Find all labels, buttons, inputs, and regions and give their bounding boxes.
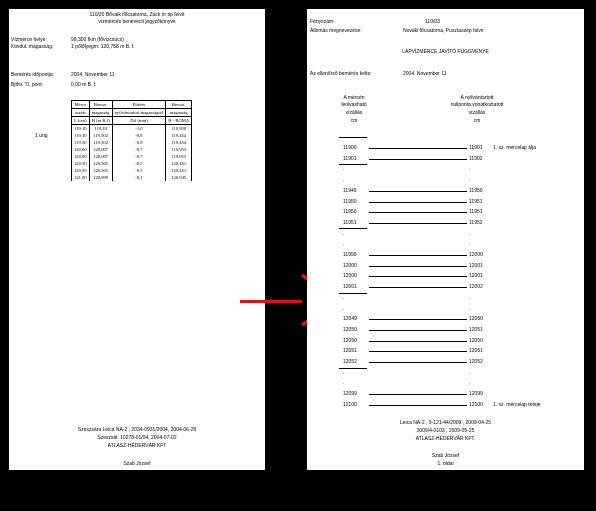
left-footer-line1: Szeszsára Leica NA-2 , 2034-0931/2004, 2004-06-28 (77, 427, 197, 433)
table-cell: -0,8 (112, 139, 166, 146)
table-row (72, 153, 192, 160)
right-footer-line2: 2009/4-0103 , 2009-05-25 (416, 428, 475, 434)
table-cell: 120,451 (166, 167, 192, 174)
table-cell: -1,0 (112, 125, 166, 133)
pair-left-value: 12050 (343, 337, 357, 344)
pair-connector-line (369, 287, 467, 288)
table-row (72, 139, 192, 146)
pair-note: 1. sz. mércelap teteje (493, 401, 541, 408)
pair-connector-line (369, 351, 467, 352)
pair-left-value: 12050 (343, 326, 357, 333)
table-cell: 119,50 (72, 139, 90, 146)
col-right-header-3: vízállás (468, 110, 486, 116)
separator-line (339, 137, 367, 138)
table-header-cell: Beoszt. (89, 101, 112, 109)
table-header-cell: Beoszt. (166, 101, 192, 109)
group-separator-line (339, 368, 367, 369)
allomas-value: Nováki főcsatorna, Pusztaszép falvir (403, 28, 484, 34)
pair-right-value: 11951 (469, 209, 483, 216)
pair-connector-line (369, 148, 467, 149)
pair-right-value: 12051 (469, 326, 483, 333)
right-footer-line1: Leica NA-2 , 9-121-44/2009 , 2009-04-25 (399, 420, 492, 426)
left-footer-signature: Szab József (123, 461, 151, 467)
pair-right-value: 12001 (469, 273, 483, 280)
table-header-cell: magasság (89, 109, 112, 117)
col-right-header-4: cm (473, 118, 481, 124)
table-header-cell: L (cm) (72, 117, 90, 125)
table-cell: 119,953 (166, 153, 192, 160)
table-cell: 120,505 (89, 160, 112, 167)
pair-connector-line (369, 330, 467, 331)
table-cell: 119,454 (166, 132, 192, 139)
pair-left-value: 11949 (343, 187, 357, 194)
table-cell: 119,953 (166, 146, 192, 153)
table-cell: -0,7 (112, 153, 166, 160)
pair-connector-line (369, 319, 467, 320)
right-footer-signature: Szab József (431, 453, 460, 459)
pair-right-value: . (469, 166, 471, 173)
table-cell: 120,451 (166, 160, 192, 167)
nullpont-label: Bjthv. "0, pont: (11, 82, 43, 88)
vizmerce-hely-value: 99,300 fkm (fővízcsúcs) (71, 37, 124, 43)
pair-left-value: 12052 (343, 359, 357, 365)
col-left-header-4: cm (350, 118, 358, 124)
table-row (72, 125, 192, 133)
table-header-cell: Mérce (72, 101, 90, 109)
table-cell: 120,00 (72, 153, 90, 160)
col-right-header-2: nullponta vonatkoztatott (450, 102, 504, 108)
pair-connector-line (369, 362, 467, 363)
pair-left-value: 12000 (343, 273, 357, 280)
pair-left-value: 11900 (343, 145, 357, 151)
pair-right-value: 12050 (469, 316, 483, 323)
table-cell: -0,5 (112, 160, 166, 167)
table-cell: 119,502 (89, 139, 112, 146)
bemeres-label: Bemérés időpontja: (11, 72, 55, 78)
table-header-cell: Eltérés (112, 101, 166, 109)
group-separator-line (339, 228, 367, 229)
pair-right-value: 11901 (469, 145, 483, 151)
col-left-header-2: leolvasható (341, 102, 367, 108)
table-body (72, 125, 192, 182)
table-cell: -0,7 (112, 146, 166, 153)
pair-connector-line (369, 202, 467, 203)
pair-right-value: 12051 (469, 348, 483, 355)
pair-left-value: . (343, 380, 345, 387)
pair-connector-line (369, 394, 467, 395)
table-cell: 120,945 (166, 174, 192, 181)
table-row (72, 174, 192, 181)
table-cell: 119,502 (89, 132, 112, 139)
table-header-cell: H (m B.f) (89, 117, 112, 125)
table-cell: -0,5 (112, 167, 166, 174)
table-header-row (72, 109, 192, 117)
pair-right-value: . (469, 177, 471, 184)
pair-connector-line (369, 276, 467, 277)
arrow-shaft (240, 300, 302, 303)
kiindulo-value: 1 pőlőlyegm: 120,758 m B. f. (71, 44, 135, 50)
table-cell: 119,30 (72, 132, 90, 139)
pair-right-value: . (469, 230, 471, 237)
pair-right-value: . (469, 241, 471, 248)
fenyszam-label: Fényszám: (310, 19, 335, 25)
pair-right-value: 11952 (469, 219, 483, 226)
pair-right-value: . (469, 305, 471, 312)
pair-left-value: 11999 (343, 252, 357, 258)
table-cell: 120,50 (72, 160, 90, 167)
side-label: 1 ung (35, 133, 48, 139)
pair-left-value: . (343, 230, 345, 237)
right-heading: LÁPVÍZMÉRCE JAVÍTÓ FÜGGVÉNYE (402, 49, 489, 55)
fenyszam-value: 110/03 (425, 19, 440, 25)
table-cell: 120,00 (72, 146, 90, 153)
table-header-cell: magasság (166, 109, 192, 117)
pair-connector-line (369, 255, 467, 256)
right-footer-line3: ATLASZ-HÉDERVÁR KFT. (415, 436, 476, 442)
table-cell: -0,8 (112, 132, 166, 139)
pair-right-value: 12050 (469, 337, 483, 344)
pair-connector-line (369, 405, 467, 406)
col-left-header-3: vízállás (345, 110, 363, 116)
left-title-line2: vízmércés benevecti jegyzőkönyve (98, 19, 176, 25)
group-separator-line (339, 164, 367, 165)
table-header-cell: nyilvántartott magasságtól (112, 109, 166, 117)
right-bemeres-label: Az ellenőrző bemérés kelte: (310, 71, 372, 77)
pair-right-value: 12100 (469, 401, 483, 408)
pair-left-value: 11950 (343, 198, 357, 205)
allomas-label: Állomás megnevezése: (310, 28, 362, 34)
table-row (72, 167, 192, 174)
pair-note: 1. sz. mércelap alja (493, 145, 537, 151)
pair-connector-line (369, 266, 467, 267)
pair-right-value: 12099 (469, 391, 483, 398)
table-cell: 120,007 (89, 146, 112, 153)
table-cell: 119,950 (166, 125, 192, 133)
pair-right-value: 12052 (469, 359, 483, 365)
table-row (72, 160, 192, 167)
pair-right-value: . (469, 369, 471, 376)
table-header-cell: osztás (72, 109, 90, 117)
table-cell: 120,50 (72, 167, 90, 174)
col-right-header-1: A nyilvántartott (460, 95, 494, 101)
table-row (72, 146, 192, 153)
left-document-page (9, 9, 265, 470)
table-row (72, 132, 192, 139)
table-cell: 119,10 (89, 125, 112, 133)
pair-left-value: . (343, 166, 345, 173)
pair-right-value: 11902 (469, 155, 483, 162)
pair-connector-line (369, 341, 467, 342)
pair-right-value: 12000 (469, 252, 483, 258)
measurement-table (71, 100, 192, 181)
col-left-header-1: A mércén (343, 95, 365, 101)
table-cell: 120,505 (89, 167, 112, 174)
table-header-row (72, 117, 192, 125)
pair-right-value: . (469, 380, 471, 387)
right-document-page (307, 9, 584, 470)
pair-left-value: 12001 (343, 284, 357, 291)
table-cell: 119,10 (72, 125, 90, 133)
pair-right-value: 11951 (469, 198, 483, 205)
pair-right-value: 12001 (469, 262, 483, 269)
pair-connector-line (369, 191, 467, 192)
pair-connector-line (369, 212, 467, 213)
group-separator-line (339, 293, 367, 294)
nullpont-value: 0,00 m B. f. (71, 82, 97, 88)
right-bemeres-value: 2004. November 11 (403, 71, 447, 77)
pair-connector-line (369, 159, 467, 160)
pair-left-value: 12049 (343, 316, 357, 323)
pair-right-value: 11950 (469, 187, 483, 194)
pair-left-value: 12099 (343, 391, 357, 398)
table-header-row (72, 101, 192, 109)
pair-left-value: . (343, 369, 345, 376)
pair-right-value: 12002 (469, 284, 483, 291)
pair-left-value: 11950 (343, 209, 357, 216)
pair-left-value: 12051 (343, 348, 357, 355)
pair-left-value: 12000 (343, 262, 357, 269)
right-footer-page: 1. oldal (437, 461, 454, 467)
bemeres-value: 2004. November 11 (71, 72, 115, 78)
pair-left-value: . (343, 294, 345, 301)
table-cell: -0,1 (112, 174, 166, 181)
left-footer-line2: Szeszsál: 10278-01/04, 2004-07-02 (97, 435, 177, 441)
table-header-cell: H - BOMA (166, 117, 192, 125)
table-cell: 119,454 (166, 139, 192, 146)
pair-left-value: . (343, 177, 345, 184)
pair-left-value: 12100 (343, 401, 357, 408)
pair-connector-line (369, 223, 467, 224)
table-cell: 120,007 (89, 153, 112, 160)
left-footer-line3: ATLASZ-HÉDERVÁR KFT (107, 443, 167, 449)
left-title-line1: 110/20 Bővalk ifőcsatorna, Zück ör tip felvit (89, 12, 185, 18)
table-header-cell: Dif (mm) (112, 117, 166, 125)
pair-left-value: . (343, 241, 345, 248)
vizmerce-hely-label: Vízmérce helye: (11, 37, 47, 43)
kiindulo-label: Kiindul. magasság: (11, 44, 54, 50)
pair-left-value: 11951 (343, 219, 357, 226)
pair-left-value: . (343, 305, 345, 312)
pair-right-value: . (469, 294, 471, 301)
table-cell: 120,999 (89, 174, 112, 181)
pair-left-value: 11901 (343, 155, 357, 162)
table-cell: 121,00 (72, 174, 90, 181)
